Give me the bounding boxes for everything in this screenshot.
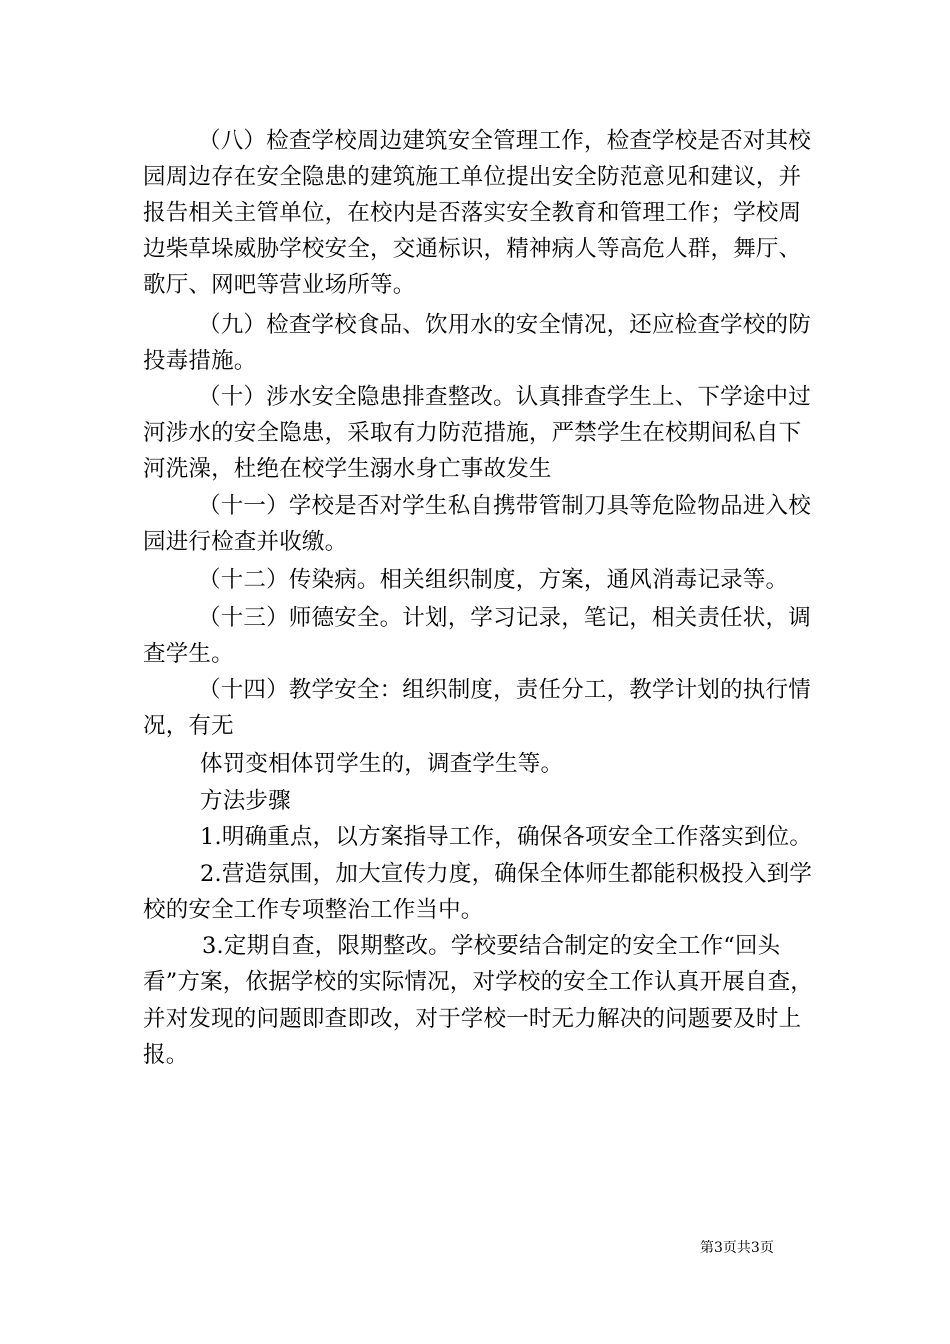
paragraph-8-line-2: 园周边存在安全隐患的建筑施工单位提出安全防范意见和建议，并 (143, 164, 802, 190)
paragraph-12-line-1: （十二）传染病。相关组织制度，方案，通风消毒记录等。 (198, 567, 789, 593)
step-3-line-1: 3.定期自查，限期整改。学校要结合制定的安全工作“回头 (202, 933, 781, 959)
step-3-line-3: 并对发现的问题即查即改，对于学校一时无力解决的问题要及时上 (143, 1006, 802, 1032)
paragraph-14-line-2: 况，有无 (143, 713, 234, 739)
step-3-line-2: 看”方案，依据学校的实际情况，对学校的安全工作认真开展自查， (143, 969, 814, 995)
paragraph-10-line-3: 河洗澡，杜绝在校学生溺水身亡事故发生 (143, 456, 552, 482)
paragraph-9-line-1: （九）检查学校食品、饮用水的安全情况，还应检查学校的防 (198, 312, 811, 338)
paragraph-8-line-3: 报告相关主管单位，在校内是否落实安全教育和管理工作；学校周 (143, 200, 802, 226)
paragraph-8-line-4: 边柴草垛威胁学校安全，交通标识，精神病人等高危人群，舞厅、 (143, 236, 802, 262)
paragraph-13-line-2: 查学生。 (143, 641, 234, 667)
paragraph-8-line-1: （八）检查学校周边建筑安全管理工作，检查学校是否对其校 (198, 128, 811, 154)
paragraph-10-line-1: （十）涉水安全隐患排查整改。认真排查学生上、下学途中过 (198, 384, 811, 410)
step-3-line-4: 报。 (143, 1042, 189, 1068)
step-1-line-1: 1.明确重点，以方案指导工作，确保各项安全工作落实到位。 (200, 824, 813, 850)
paragraph-13-line-1: （十三）师德安全。计划，学习记录，笔记，相关责任状，调 (198, 605, 811, 631)
paragraph-11-line-1: （十一）学校是否对学生私自携带管制刀具等危险物品进入校 (198, 493, 811, 519)
paragraph-8-line-5: 歌厅、网吧等营业场所等。 (143, 272, 416, 298)
page-number-footer: 第3页共3页 (700, 1240, 774, 1256)
paragraph-14-line-3: 体罚变相体罚学生的，调查学生等。 (200, 751, 564, 777)
paragraph-10-line-2: 河涉水的安全隐患，采取有力防范措施，严禁学生在校期间私自下 (143, 420, 802, 446)
step-2-line-1: 2.营造氛围，加大宣传力度，确保全体师生都能积极投入到学 (200, 861, 813, 887)
paragraph-14-line-1: （十四）教学安全：组织制度，责任分工，教学计划的执行情 (198, 677, 811, 703)
step-2-line-2: 校的安全工作专项整治工作当中。 (143, 897, 484, 923)
paragraph-11-line-2: 园进行检查并收缴。 (143, 529, 348, 555)
section-heading-methods: 方法步骤 (200, 788, 291, 814)
paragraph-9-line-2: 投毒措施。 (143, 348, 257, 374)
